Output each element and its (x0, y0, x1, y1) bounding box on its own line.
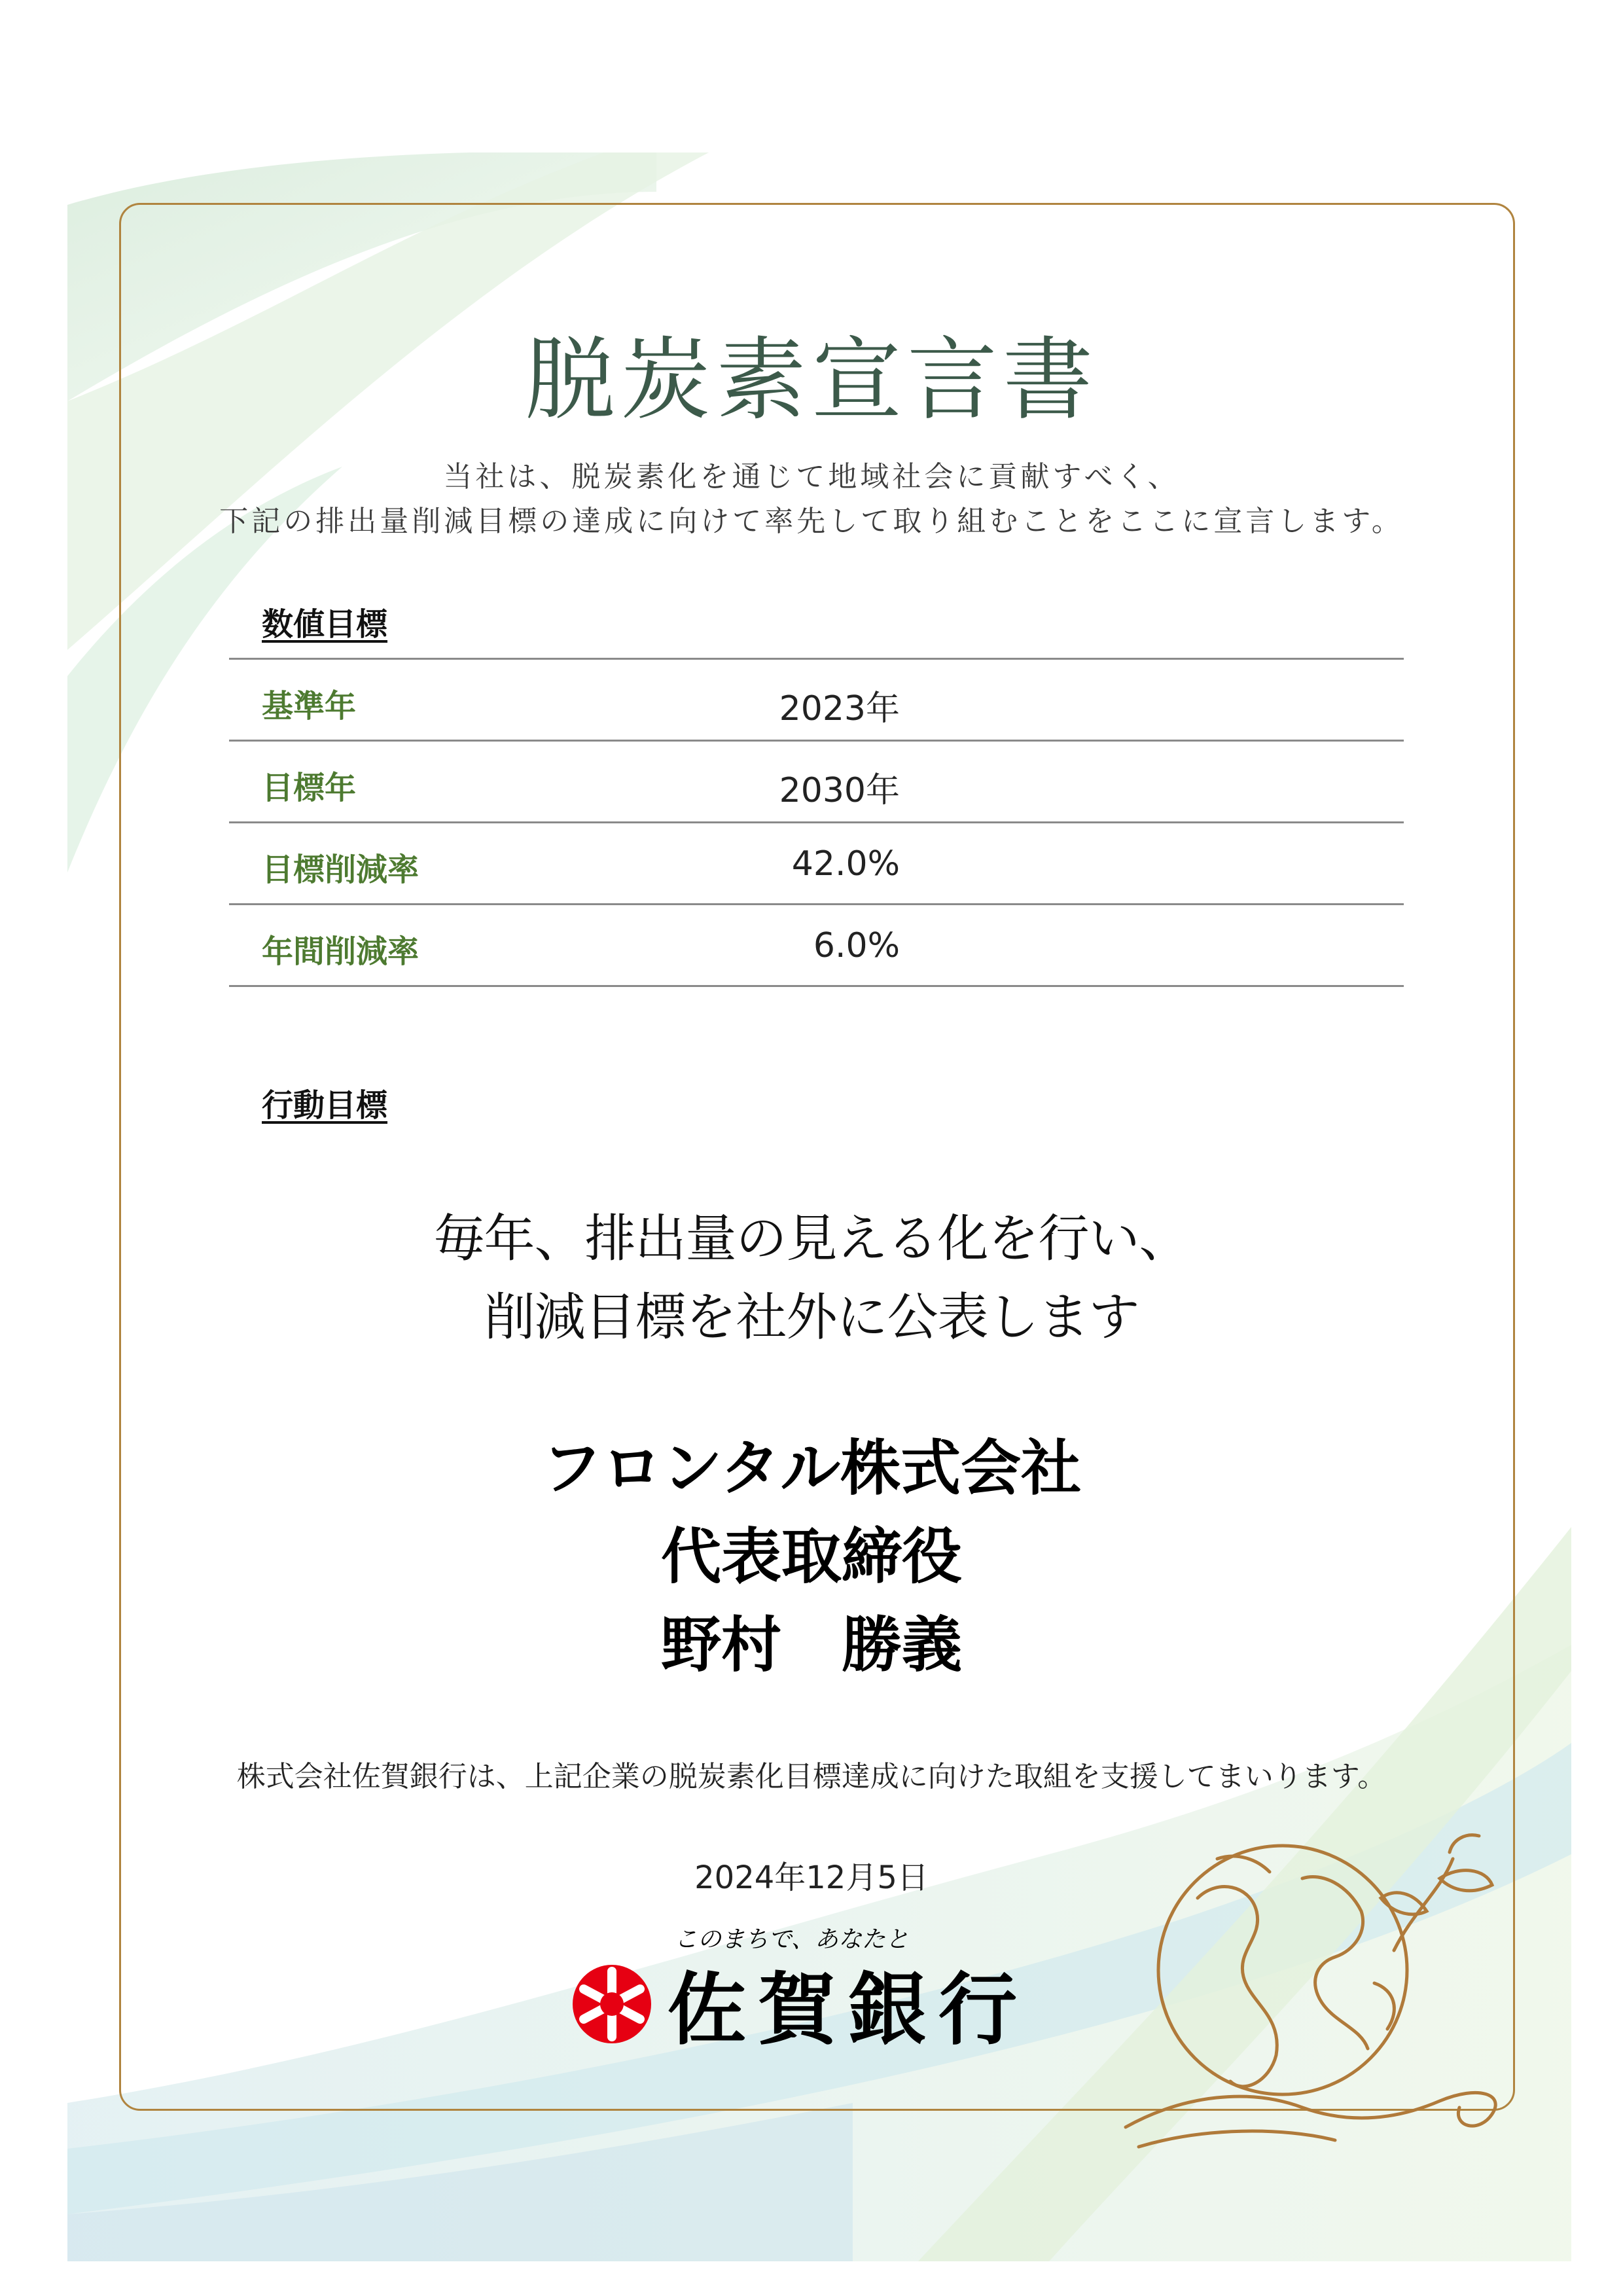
row-value: 2023年 (779, 689, 900, 728)
globe-sprout-icon (1086, 1820, 1531, 2160)
action-line-2: 削減目標を社外に公表します (484, 1288, 1139, 1347)
numeric-targets-heading: 数値目標 (262, 606, 388, 643)
row-value: 42.0% (791, 844, 900, 884)
saga-bank-mark-icon (569, 1962, 654, 2047)
row-label: 目標削減率 (262, 852, 419, 888)
document-title: 脱炭素宣言書 (524, 327, 1098, 433)
intro-line-2: 下記の排出量削減目標の達成に向けて率先して取り組むことをここに宣言します。 (219, 505, 1404, 538)
signatory-position: 代表取締役 (660, 1522, 962, 1592)
row-label: 基準年 (262, 688, 357, 725)
table-row (229, 905, 1404, 987)
table-row (229, 823, 1404, 905)
table-row (229, 660, 1404, 742)
row-value: 6.0% (813, 926, 900, 965)
numeric-targets-table (229, 658, 1404, 987)
table-row (229, 742, 1404, 823)
company-name: フロンタル株式会社 (541, 1433, 1082, 1503)
action-targets-heading: 行動目標 (262, 1087, 388, 1124)
document-date: 2024年12月5日 (694, 1859, 929, 1896)
signatory-name: 野村 勝義 (660, 1610, 962, 1680)
row-value: 2030年 (779, 771, 900, 810)
intro-line-1: 当社は、脱炭素化を通じて地域社会に貢献すべく、 (443, 460, 1180, 493)
row-label: 年間削減率 (262, 933, 419, 970)
row-label: 目標年 (262, 770, 357, 806)
support-statement: 株式会社佐賀銀行は、上記企業の脱炭素化目標達成に向けた取組を支援してまいります。 (236, 1760, 1387, 1793)
bank-logo (569, 1921, 1041, 2056)
bank-name: 佐賀銀行 (668, 1964, 1029, 2056)
bank-tagline: このまちで、あなたと (674, 1926, 909, 1953)
action-line-1: 毎年、排出量の見える化を行い、 (433, 1210, 1190, 1268)
